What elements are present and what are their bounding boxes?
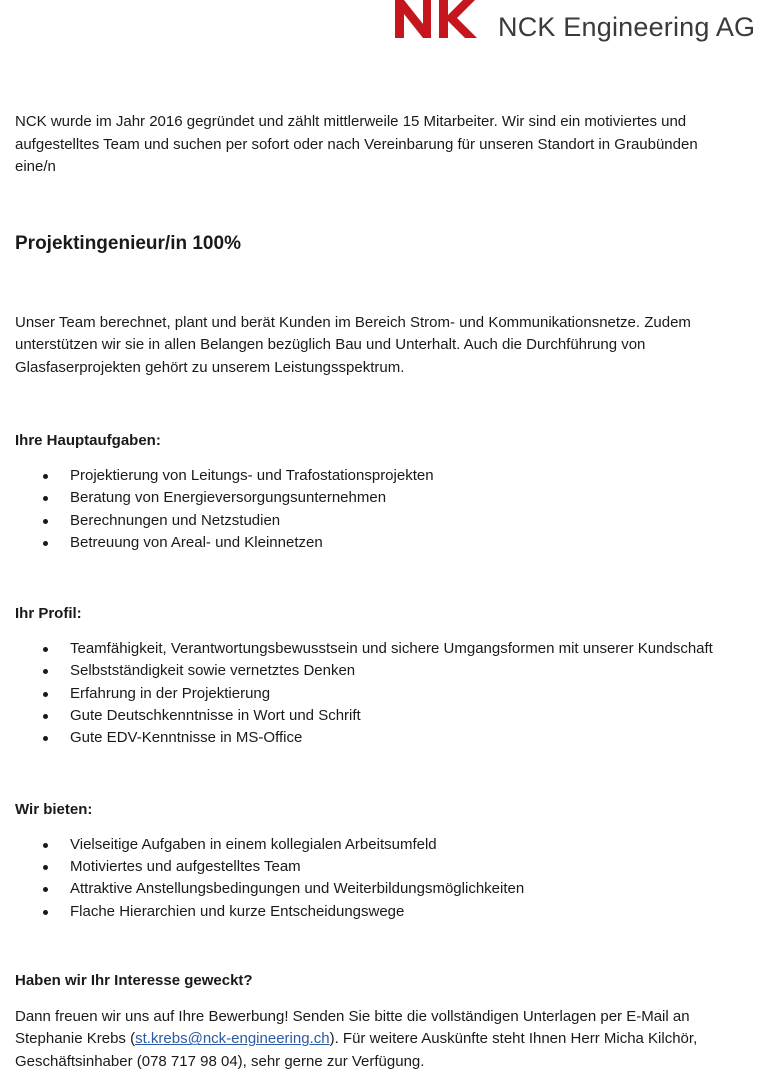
list-item: Erfahrung in der Projektierung	[70, 683, 715, 705]
profile-list	[15, 638, 715, 749]
list-item: Motiviertes und aufgestelltes Team	[70, 856, 715, 878]
contact-text-after: ). Für weitere Auskünfte steht Ihnen Herr Micha Kilchör, Geschäftsinhaber (078 717 98 04), sehr gerne zur Verfügung.	[15, 1030, 698, 1070]
list-item: Berechnungen und Netzstudien	[70, 510, 715, 532]
list-item: Teamfähigkeit, Verantwortungsbewusstsein und sichere Umgangsformen mit unserer Kundschaft	[70, 638, 715, 660]
list-item: Vielseitige Aufgaben in einem kollegialen Arbeitsumfeld	[70, 834, 715, 856]
intro-paragraph: NCK wurde im Jahr 2016 gegründet und zählt mittlerweile 15 Mitarbeiter. Wir sind ein motiviertes und aufgestelltes Team und suchen per sofort oder nach Vereinbarung für unseren Standort in Graubünden eine/n	[15, 113, 698, 175]
profile-heading: Ihr Profil:	[15, 605, 82, 623]
list-item: Selbstständigkeit sowie vernetztes Denken	[70, 660, 715, 682]
nck-logo-icon	[395, 0, 477, 38]
email-link[interactable]: st.krebs@nck-engineering.ch	[135, 1030, 330, 1048]
company-name: NCK Engineering AG	[498, 12, 756, 42]
page-header	[0, 0, 760, 60]
job-title: Projektingenieur/in 100%	[15, 232, 241, 254]
description-paragraph: Unser Team berechnet, plant und berät Kunden im Bereich Strom- und Kommunikationsnetze. Zudem unterstützen wir sie in allen Belangen bezüglich Bau und Unterhalt. Auch die Durchführung von Glasfaserprojekten gehört zu unserem Leistungsspektrum.	[15, 313, 691, 376]
list-item: Projektierung von Leitungs- und Trafostationsprojekten	[70, 465, 715, 487]
list-item: Betreuung von Areal- und Kleinnetzen	[70, 532, 715, 554]
list-item: Attraktive Anstellungsbedingungen und Weiterbildungsmöglichkeiten	[70, 878, 715, 900]
interest-heading: Haben wir Ihr Interesse geweckt?	[15, 971, 253, 989]
list-item: Gute Deutschkenntnisse in Wort und Schrift	[70, 705, 715, 727]
list-item: Flache Hierarchien und kurze Entscheidungswege	[70, 901, 715, 923]
list-item: Gute EDV-Kenntnisse in MS-Office	[70, 727, 715, 749]
tasks-heading: Ihre Hauptaufgaben:	[15, 432, 161, 449]
job-posting	[15, 111, 715, 1073]
offer-heading: Wir bieten:	[15, 800, 93, 818]
list-item: Beratung von Energieversorgungsunternehmen	[70, 487, 715, 509]
contact-text-before: Dann freuen wir uns auf Ihre Bewerbung! Senden Sie bitte die vollständigen Unterlagen per E-Mail an Stephanie Krebs (	[15, 1007, 690, 1048]
offer-list	[15, 834, 715, 923]
contact-paragraph	[15, 1006, 715, 1073]
tasks-list	[15, 465, 715, 554]
